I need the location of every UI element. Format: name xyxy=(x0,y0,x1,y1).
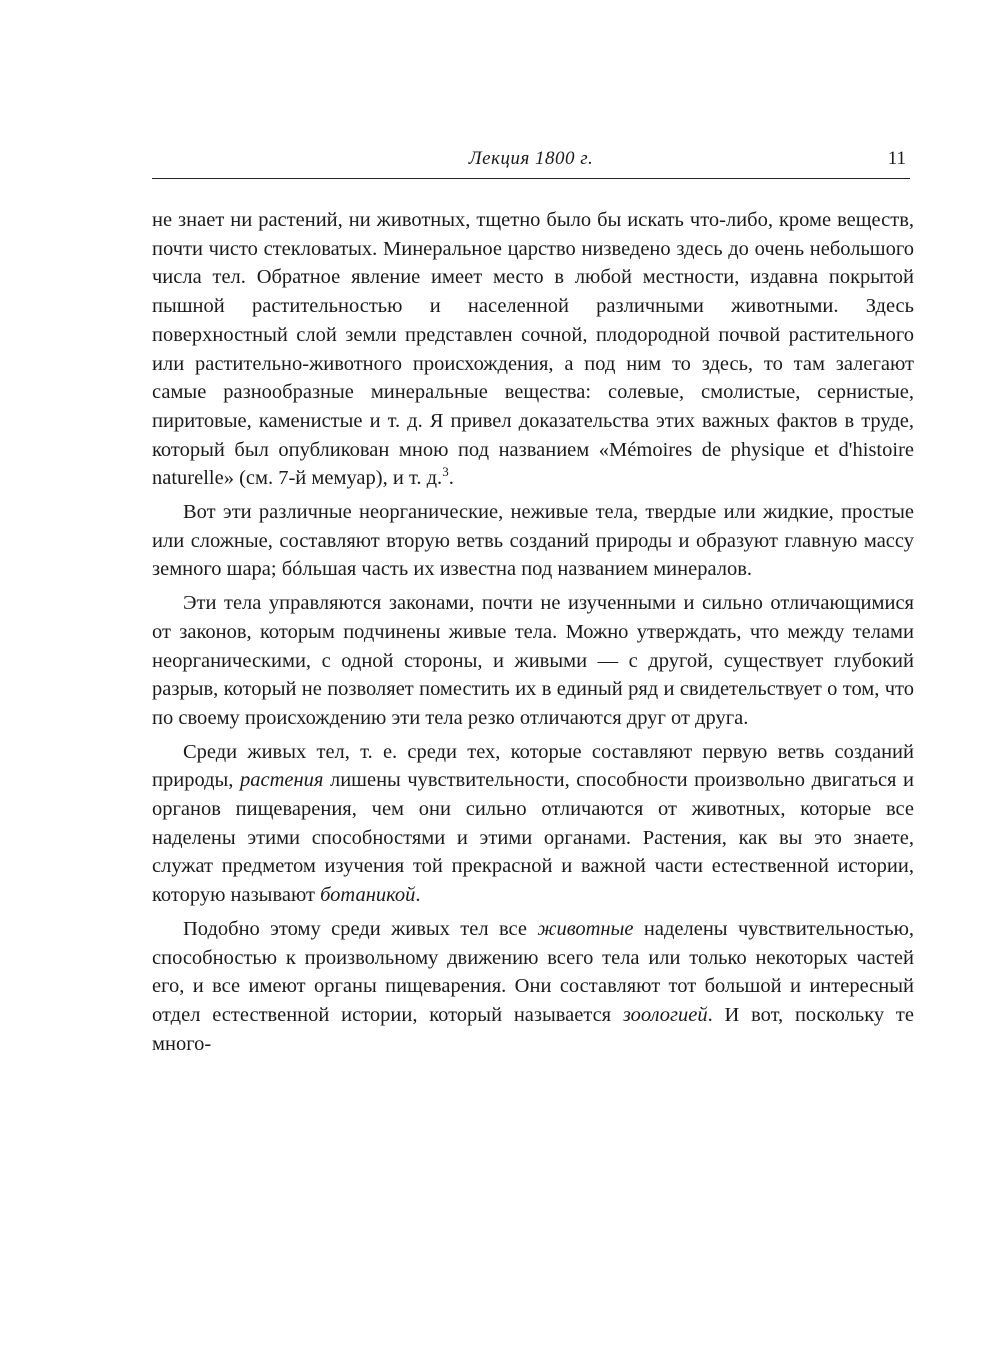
term-botany: ботаникой xyxy=(320,884,416,907)
running-header xyxy=(152,148,910,179)
paragraph-5-text-a: Подобно этому среди живых тел все xyxy=(183,917,538,940)
paragraph-4-text-b: лишены чувствительности, способности произвольно двигаться и органов пищеварения, чем они сильно отличаются от животных, которые все наделены этими способностями и этими органами. Растения, как вы это знаете, служат предметом изучения той прекрасной и важной части естественной истории, которую называют xyxy=(152,769,914,907)
paragraph-1-end: . xyxy=(448,467,454,490)
paragraph-4-end: . xyxy=(415,884,421,907)
paragraph-2-text: Вот эти различные неорганические, неживые тела, твердые или жидкие, простые или сложные, составляют вторую ветвь созданий природы и образуют главную массу земного шара; бóльшая часть их известна под названием минералов. xyxy=(152,501,914,581)
paragraph-4-text-a: Среди живых тел, т. е. среди тех, которые составляют первую ветвь созданий природы, xyxy=(152,740,914,792)
term-zoology: зоологией xyxy=(622,1003,708,1026)
term-plants: растения xyxy=(239,769,324,792)
paragraph-4 xyxy=(152,738,914,910)
running-title: Лекция 1800 г. xyxy=(468,148,594,169)
paragraph-5 xyxy=(152,915,914,1059)
paragraph-3-text: Эти тела управляются законами, почти не изученными и сильно отличающимися от законов, которым подчинены живые тела. Можно утверждать, что между телами неорганическими, с одной стороны, и живыми — с другой, существует глубокий разрыв, который не позволяет поместить их в единый ряд и свидетельствует о том, что по своему происхождению эти тела резко отличаются друг от друга. xyxy=(152,592,914,729)
paragraph-2 xyxy=(152,498,914,584)
paragraph-3 xyxy=(152,589,914,733)
term-animals: животные xyxy=(537,917,634,940)
paragraph-1-text: не знает ни растений, ни животных, тщетно было бы искать что-либо, кроме веществ, почти чисто стекловатых. Минеральное царство низведено здесь до очень небольшого числа тел. Обратное явление имеет место в любой местности, издавна покрытой пышной растительностью и населенной различными животными. Здесь поверхностный слой земли представлен сочной, плодородной почвой растительного или растительно-животного происхождения, а под ним то здесь, то там залегают самые разнообразные минеральные вещества: солевые, смолистые, сернистые, пиритовые, каменистые и т. д. Я привел доказательства этих важных фактов в труде, который был опубликован мною под названием «Mémoires de physique et d'histoire naturelle» (см. 7-й мемуар), и т. д. xyxy=(152,209,914,490)
footnote-reference: 3 xyxy=(442,464,449,480)
paragraph-1 xyxy=(152,206,914,493)
page-number: 11 xyxy=(887,148,906,169)
paragraph-5-end: . И вот, поскольку те много- xyxy=(152,1003,914,1055)
body-text xyxy=(152,206,914,1063)
paragraph-5-text-b: наделены чувствительностью, способностью к произвольному движению всего тела или только некоторых частей его, и все имеют органы пищеварения. Они составляют тот большой и интересный отдел естественной истории, который называется xyxy=(152,917,915,1026)
